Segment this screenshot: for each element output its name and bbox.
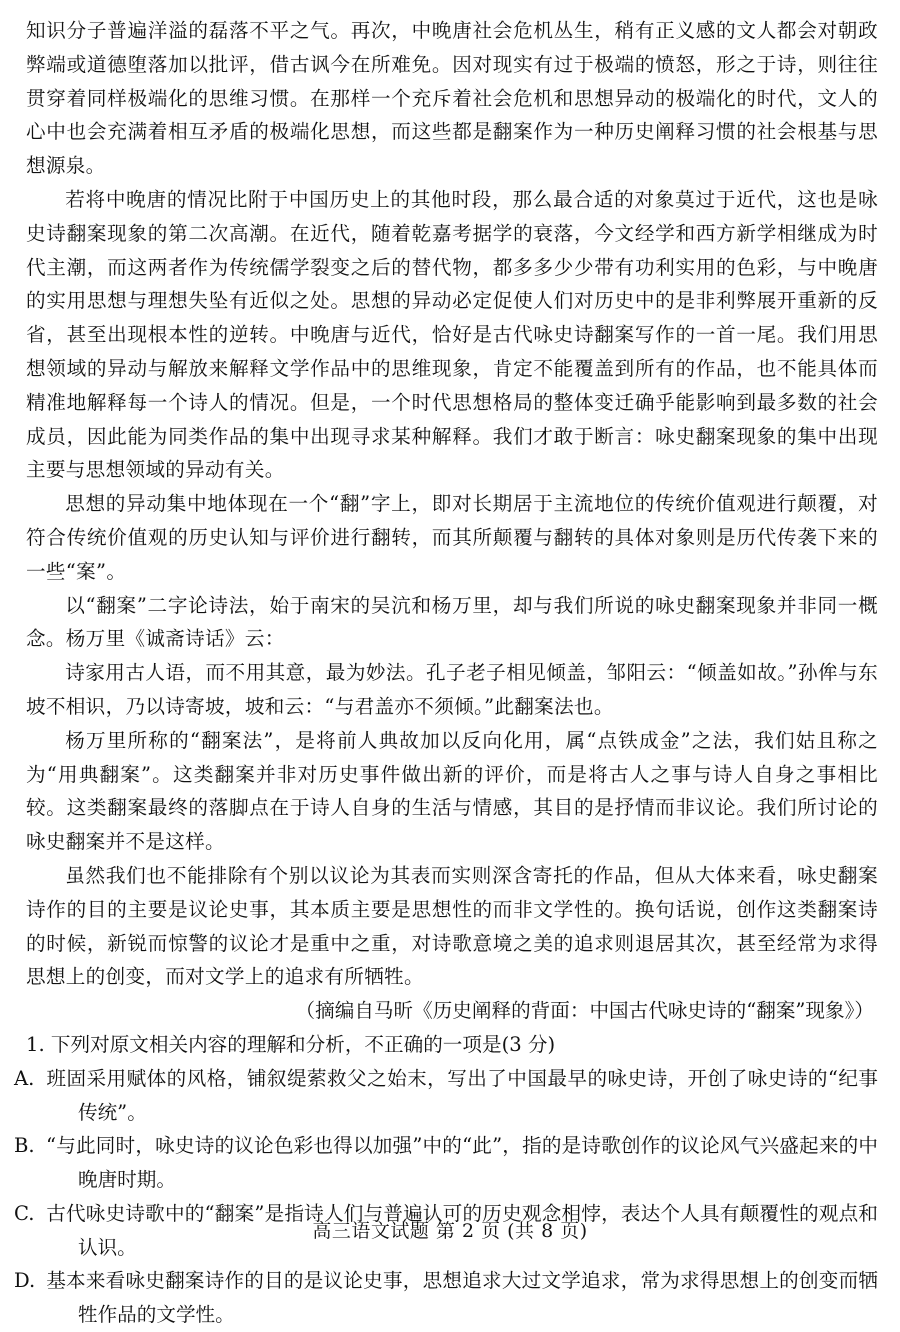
article-paragraph-1: 知识分子普遍洋溢的磊落不平之气。再次，中晚唐社会危机丛生，稍有正义感的文人都会对朝政弊端或道德堕落加以批评，借古讽今在所难免。因对现实有过于极端的愤怒，形之于诗，则往往贯穿着同样极端化的思维习惯。在那样一个充斥着社会危机和思想异动的极端化的时代，文人的心中也会充满着相互矛盾的极端化思想，而这些都是翻案作为一种历史阐释习惯的社会根基与思想源泉。 <box>26 19 878 178</box>
article-paragraph-3: 思想的异动集中地体现在一个“翻”字上，即对长期居于主流地位的传统价值观进行颠覆，对符合传统价值观的历史认知与评价进行翻转，而其所颠覆与翻转的具体对象则是历代传袭下来的一些“案”。 <box>26 492 878 583</box>
article-body <box>26 14 878 1028</box>
option-d-text: 基本来看咏史翻案诗作的目的是议论史事，思想追求大过文学追求，常为求得思想上的创变而牺牲作品的文学性。 <box>46 1269 878 1327</box>
article-source: （摘编自马昕《历史阐释的背面：中国古代咏史诗的“翻案”现象》） <box>295 999 874 1023</box>
article-paragraph-2: 若将中晚唐的情况比附于中国历史上的其他时段，那么最合适的对象莫过于近代，这也是咏史诗翻案现象的第二次高潮。在近代，随着乾嘉考据学的衰落，今文经学和西方新学相继成为时代主潮，而这两者作为传统儒学裂变之后的替代物，都多多少少带有功利实用的色彩，与中晚唐的实用思想与理想失坠有近似之处。思想的异动必定促使人们对历史中的是非利弊展开重新的反省，甚至出现根本性的逆转。中晚唐与近代，恰好是古代咏史诗翻案写作的一首一尾。我们用思想领域的异动与解放来解释文学作品中的思维现象，肯定不能覆盖到所有的作品，也不能具体而精准地解释每一个诗人的情况。但是，一个时代思想格局的整体变迁确乎能影响到最多数的社会成员，因此能为同类作品的集中出现寻求某种解释。我们才敢于断言：咏史翻案现象的集中出现主要与思想领域的异动有关。 <box>26 187 878 482</box>
option-b-text: “与此同时，咏史诗的议论色彩也得以加强”中的“此”，指的是诗歌创作的议论风气兴盛起来的中晚唐时期。 <box>46 1134 878 1192</box>
quotation-paragraph: 诗家用古人语，而不用其意，最为妙法。孔子老子相见倾盖，邹阳云：“倾盖如故。”孙侔与东坡不相识，乃以诗寄坡，坡和云：“与君盖亦不须倾。”此翻案法也。 <box>26 661 878 718</box>
page-footer: 高三语文试题 第 2 页 (共 8 页) <box>312 1220 588 1242</box>
article-paragraph-7: 虽然我们也不能排除有个别以议论为其表而实则深含寄托的作品，但从大体来看，咏史翻案诗作的目的主要是议论史事，其本质主要是思想性的而非文学性的。换句话说，创作这类翻案诗的时候，新锐而惊警的议论才是重中之重，对诗歌意境之美的追求则退居其次，甚至经常为求得思想上的创变，而对文学上的追求有所牺牲。 <box>26 863 878 989</box>
option-a[interactable]: A. 班固采用赋体的风格，铺叙缇萦救父之始末，写出了中国最早的咏史诗，开创了咏史诗的“纪事传统”。 <box>14 1066 878 1124</box>
option-c-text: 古代咏史诗歌中的“翻案”是指诗人们与普遍认可的历史观念相悖，表达个人具有颠覆性的观点和认识。 <box>46 1201 878 1259</box>
option-b[interactable]: B. “与此同时，咏史诗的议论色彩也得以加强”中的“此”，指的是诗歌创作的议论风气兴盛起来的中晚唐时期。 <box>14 1134 878 1192</box>
question-1 <box>14 1028 878 1332</box>
option-d[interactable]: D. 基本来看咏史翻案诗作的目的是议论史事，思想追求大过文学追求，常为求得思想上的创变而牺牲作品的文学性。 <box>14 1269 878 1327</box>
option-c[interactable]: C. 古代咏史诗歌中的“翻案”是指诗人们与普遍认可的历史观念相悖，表达个人具有颠覆性的观点和认识。 <box>14 1201 878 1259</box>
option-a-text: 班固采用赋体的风格，铺叙缇萦救父之始末，写出了中国最早的咏史诗，开创了咏史诗的“纪事传统”。 <box>46 1066 878 1124</box>
article-paragraph-6: 杨万里所称的“翻案法”，是将前人典故加以反向化用，属“点铁成金”之法，我们姑且称之为“用典翻案”。这类翻案并非对历史事件做出新的评价，而是将古人之事与诗人自身之事相比较。这类翻案最终的落脚点在于诗人自身的生活与情感，其目的是抒情而非议论。我们所讨论的咏史翻案并不是这样。 <box>26 728 878 854</box>
article-paragraph-4: 以“翻案”二字论诗法，始于南宋的吴沆和杨万里，却与我们所说的咏史翻案现象并非同一概念。杨万里《诚斋诗话》云： <box>26 593 878 651</box>
question-stem: 1. 下列对原文相关内容的理解和分析，不正确的一项是(3 分) <box>26 1032 556 1056</box>
